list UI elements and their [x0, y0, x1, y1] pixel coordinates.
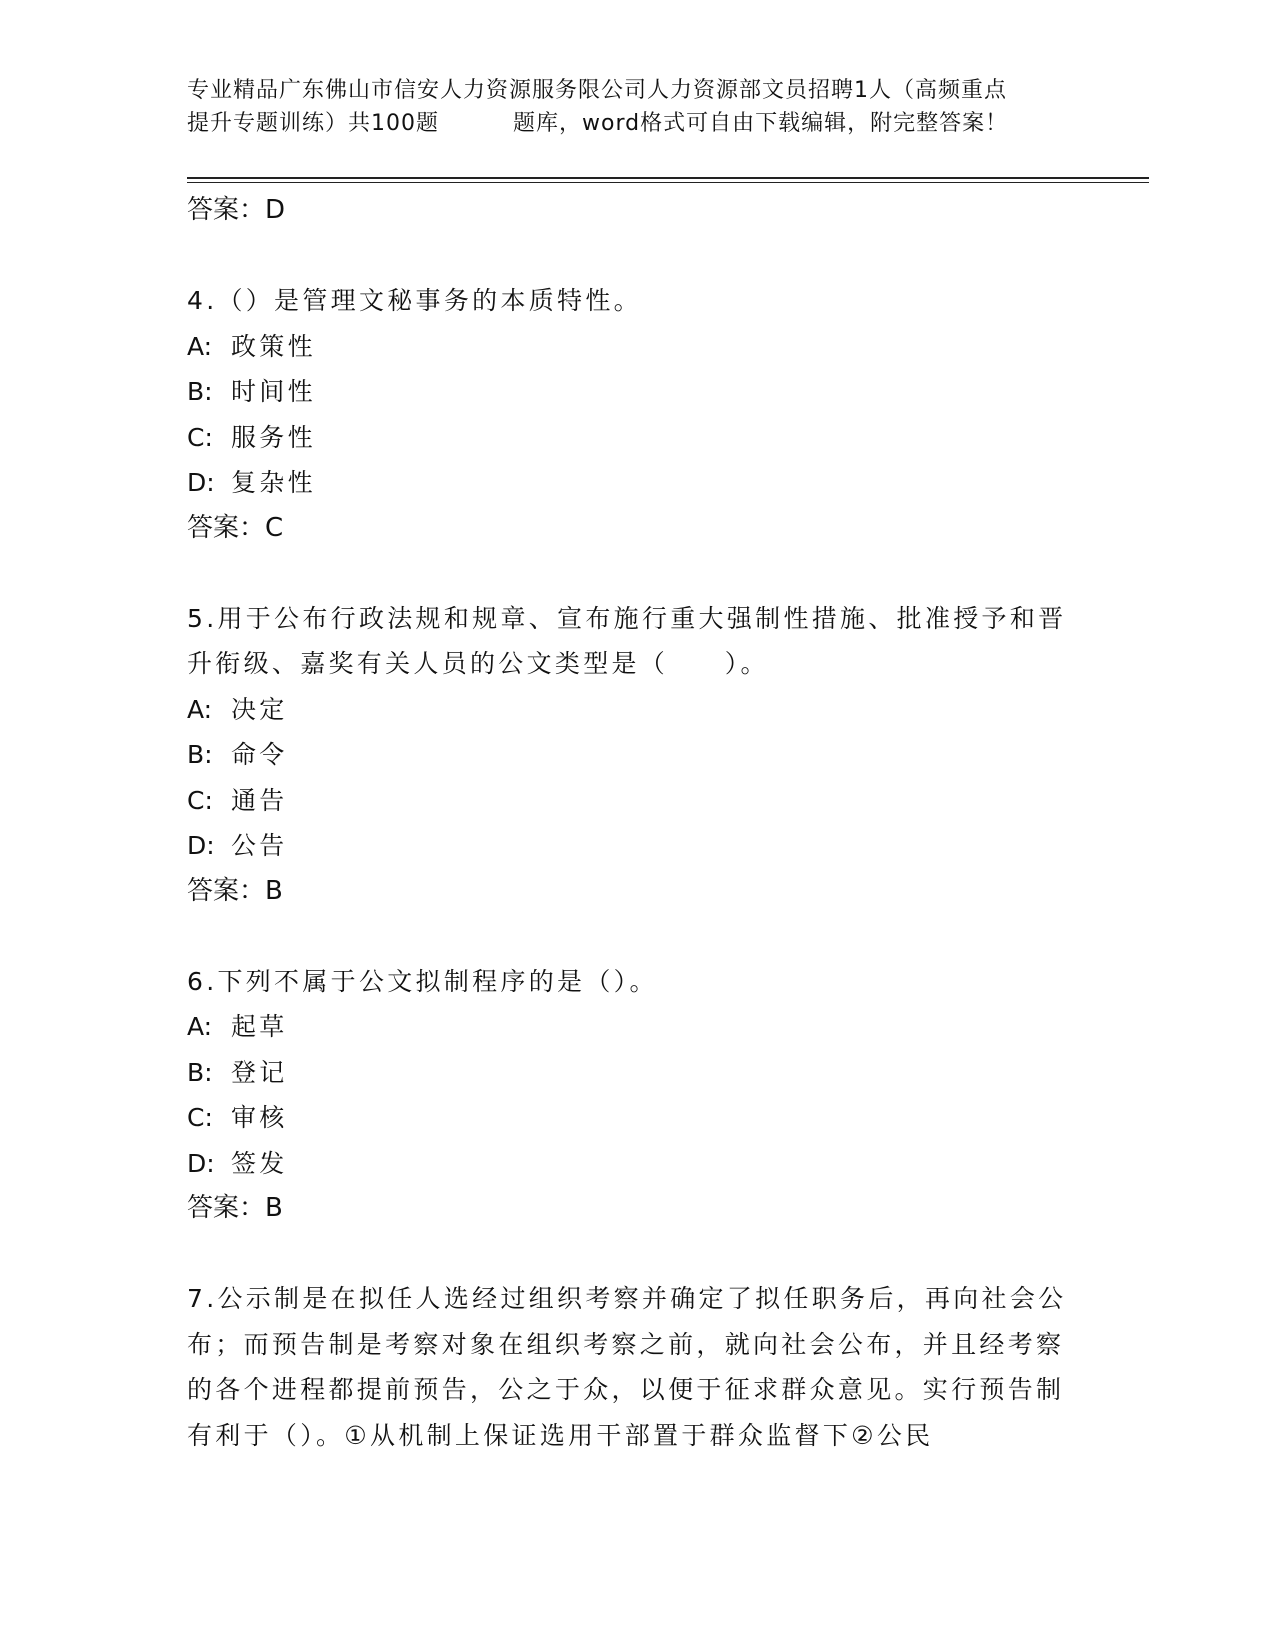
option-text: 通告	[231, 785, 288, 815]
option-item	[187, 1004, 1087, 1050]
question-content	[187, 188, 1087, 1458]
option-item	[187, 324, 1087, 370]
option-text: 登记	[231, 1057, 288, 1087]
option-text: 时间性	[231, 377, 316, 406]
spacer	[187, 551, 1087, 596]
option-text: 审核	[231, 1103, 288, 1132]
option-text: 公告	[231, 831, 288, 860]
question-text: 6.下列不属于公文拟制程序的是（）。	[187, 966, 658, 996]
option-text: 服务性	[231, 422, 316, 452]
question-block	[187, 959, 1087, 1232]
spacer	[187, 233, 1087, 278]
header-line-1: 专业精品广东佛山市信安人力资源服务限公司人力资源部文员招聘1人（高频重点	[187, 78, 1007, 103]
answer-line: 答案：C	[187, 512, 284, 543]
question-text: 7.公示制是在拟任人选经过组织考察并确定了拟任职务后，再向社会公布；而预告制是考察对象在组织考察之前，就向社会公布，并且经考察的各个进程都提前预告，公之于众，以便于征求群众意见。实行预告制有利于（）。①从机制上保证选用干部置于群众监督下②公民	[187, 1284, 1067, 1450]
option-item	[187, 1050, 1087, 1096]
option-item	[187, 778, 1087, 824]
question-block	[187, 1276, 1087, 1458]
header-line-2-part-2: 题库，word格式可自由下载编辑，附完整答案！	[513, 111, 1009, 136]
option-item	[187, 732, 1087, 778]
option-key: A:	[187, 331, 213, 361]
question-text: 4.（）是管理文秘事务的本质特性。	[187, 286, 642, 315]
option-key: A:	[187, 694, 213, 724]
question-text: 5.用于公布行政法规和规章、宣布施行重大强制性措施、批准授予和晋升衔级、嘉奖有关人员的公文类型是（ ）。	[187, 603, 1067, 678]
option-text: 政策性	[231, 331, 316, 361]
option-text: 复杂性	[231, 468, 316, 497]
option-key: C:	[187, 785, 213, 815]
option-key: A:	[187, 1012, 213, 1041]
question-block	[187, 596, 1087, 914]
header-line-2	[187, 107, 1087, 140]
option-item	[187, 460, 1087, 506]
option-item	[187, 369, 1087, 415]
document-header	[187, 74, 1087, 140]
option-key: B:	[187, 740, 213, 769]
option-key: D:	[187, 1148, 215, 1178]
option-key: C:	[187, 1103, 213, 1132]
option-key: B:	[187, 1057, 213, 1087]
header-rule-thin	[187, 182, 1149, 183]
option-key: D:	[187, 468, 215, 497]
option-item	[187, 823, 1087, 869]
answer-line: 答案：D	[187, 195, 286, 225]
question-block	[187, 278, 1087, 551]
option-item	[187, 1141, 1087, 1187]
answer-line: 答案：B	[187, 1193, 283, 1223]
header-line-2-part-1: 提升专题训练）共100题	[187, 111, 439, 136]
option-text: 命令	[231, 740, 288, 769]
option-item	[187, 1095, 1087, 1141]
option-text: 决定	[231, 694, 288, 724]
answer-line: 答案：B	[187, 875, 283, 906]
option-key: D:	[187, 831, 215, 860]
option-key: B:	[187, 377, 213, 406]
option-key: C:	[187, 422, 213, 452]
spacer	[187, 1231, 1087, 1276]
option-item	[187, 415, 1087, 461]
spacer	[187, 914, 1087, 959]
option-text: 起草	[231, 1012, 288, 1041]
header-rule-thick	[187, 177, 1149, 179]
option-text: 签发	[231, 1148, 288, 1178]
option-item	[187, 687, 1087, 733]
